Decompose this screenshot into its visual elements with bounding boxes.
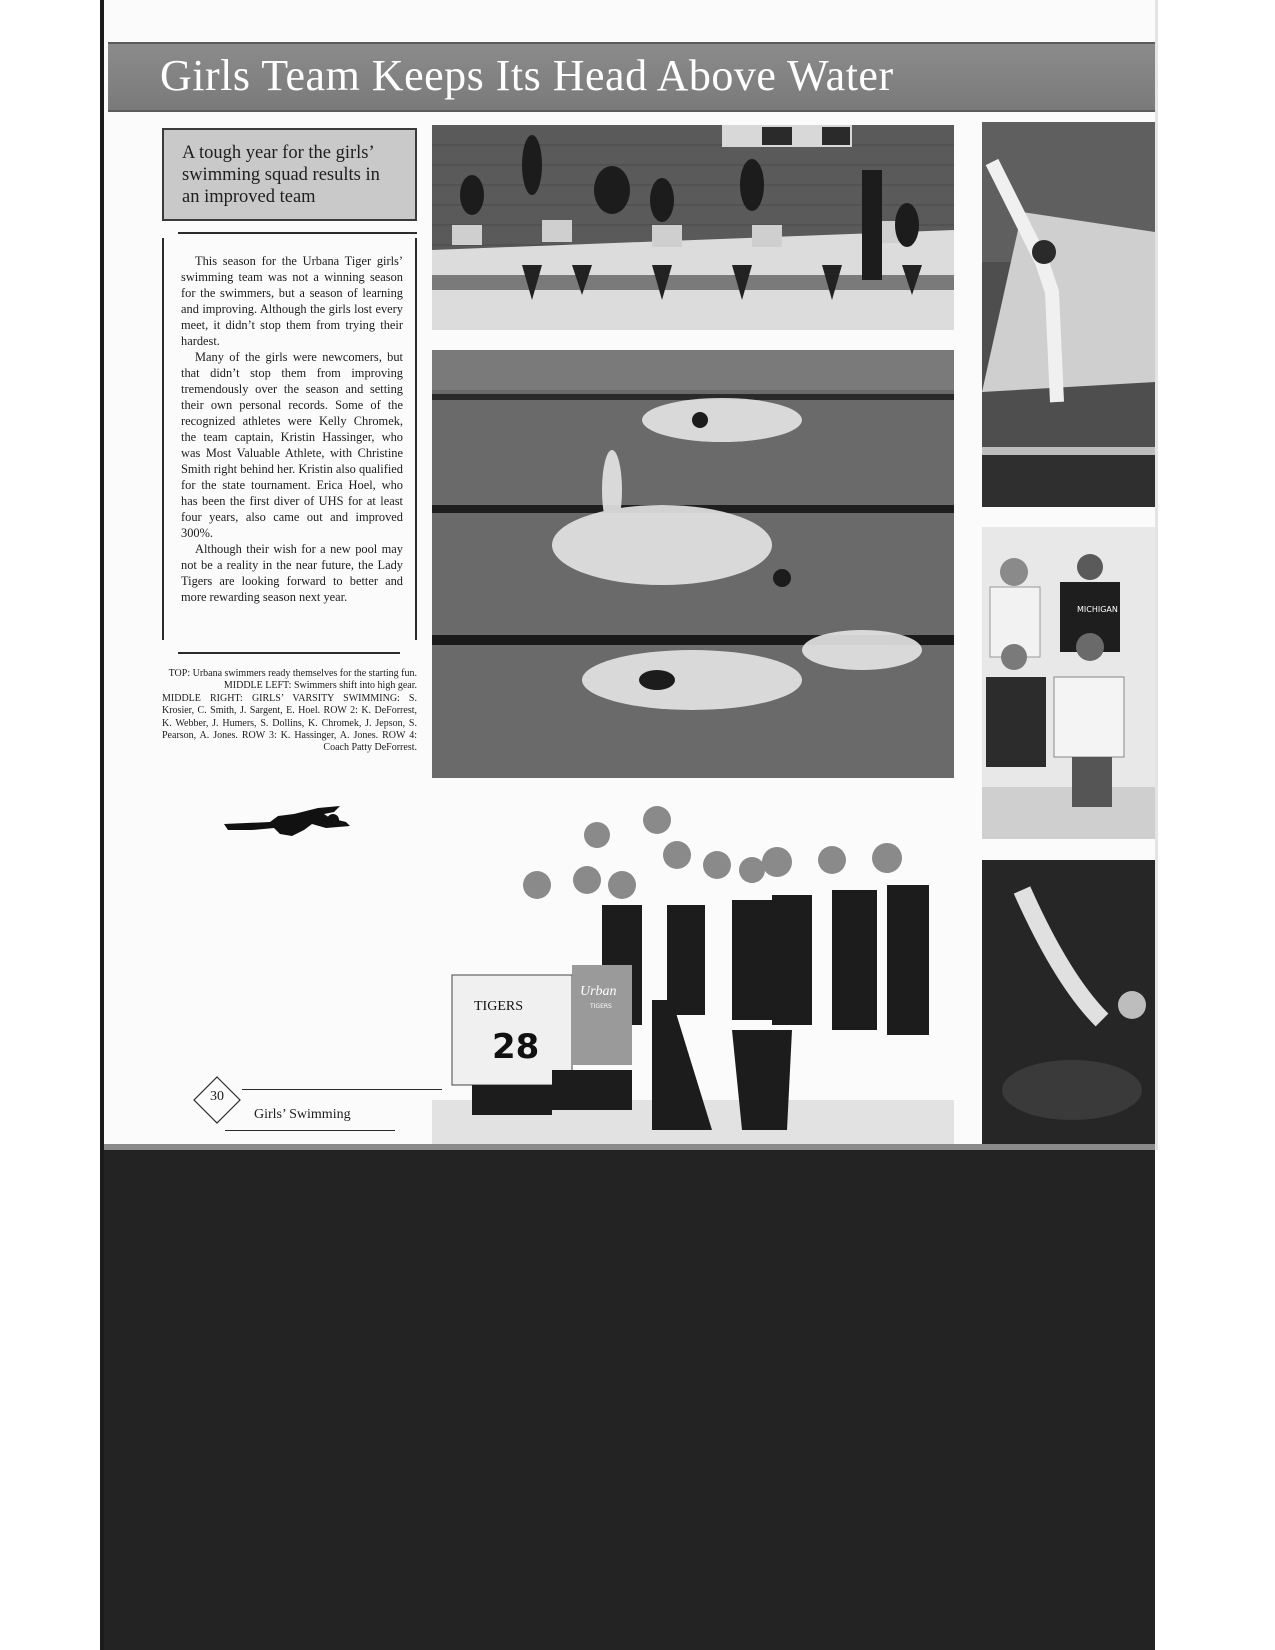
page-number: 30 [210,1089,224,1104]
caption-top: TOP: Urbana swimmers ready themselves for the starting fun. [168,668,417,679]
caption-middle-right: MIDDLE RIGHT: GIRLS’ VARSITY SWIMMING: S. Krosier, C. Smith, J. Sargent, E. Hoel. ROW 2: K. DeForrest, K. Webber, J. Humers, S. Dollins, K. Chromek, J. Jepson, S. Pearson, A. Jones. ROW 3: K. Hassinger, A. Jones. ROW 4: Coach Patty DeForrest. [162,692,417,754]
photo-starting-blocks [432,125,954,330]
photo-diver [982,122,1155,507]
jersey-text: TIGERS [474,999,523,1014]
scan-background [104,1150,1155,1650]
subhead-box [162,128,417,221]
body-paragraph: Although their wish for a new pool may not be a reality in the near future, the Lady Tigers are looking forward to better and more rewarding season next year. [181,542,403,604]
scan-edge-right [1155,0,1158,1150]
photo-backstroke [982,860,1155,1145]
body-copy-frame [162,238,417,640]
photo-swimmers-racing [432,350,954,778]
photo-team-group-right [982,527,1155,839]
headline: Girls Team Keeps Its Head Above Water [160,51,894,100]
folio-rule [242,1089,442,1090]
shirt-text: Urban [580,984,617,999]
photo-team [432,800,954,1145]
caption-middle-left: MIDDLE LEFT: Swimmers shift into high gear. [223,680,417,692]
jersey-number: 28 [492,1027,540,1067]
body-copy [181,253,403,605]
sweatshirt-text: MICHIGAN [1077,605,1118,614]
swimmer-icon [222,802,362,844]
folio-rule [225,1130,395,1131]
headline-bar [108,42,1155,112]
subhead: A tough year for the girls’ swimming squad results in an improved team [182,143,380,207]
photo-caption [162,668,417,755]
section-label: Girls’ Swimming [254,1107,351,1122]
body-bottom-rule [178,652,400,654]
body-paragraph: Many of the girls were newcomers, but that didn’t stop them from improving tremendously over the season and setting their own personal records. Some of the recognized athletes were Kelly Chromek, the team captain, Kristin Hassinger, who was Most Valuable Athlete, with Christine Smith right behind her. Kristin also qualified for the state tournament. Erica Hoel, who has been the first diver of UHS for at least four years, also came out and improved 300%. [181,350,403,540]
body-paragraph: This season for the Urbana Tiger girls’ swimming team was not a winning season for the swimmers, but a season of learning and improving. Although the girls lost every meet, it didn’t stop them from trying their hardest. [181,254,403,348]
page-folio [192,1075,452,1135]
shirt-subtext: TIGERS [590,1003,612,1010]
body-top-rule [178,232,417,234]
